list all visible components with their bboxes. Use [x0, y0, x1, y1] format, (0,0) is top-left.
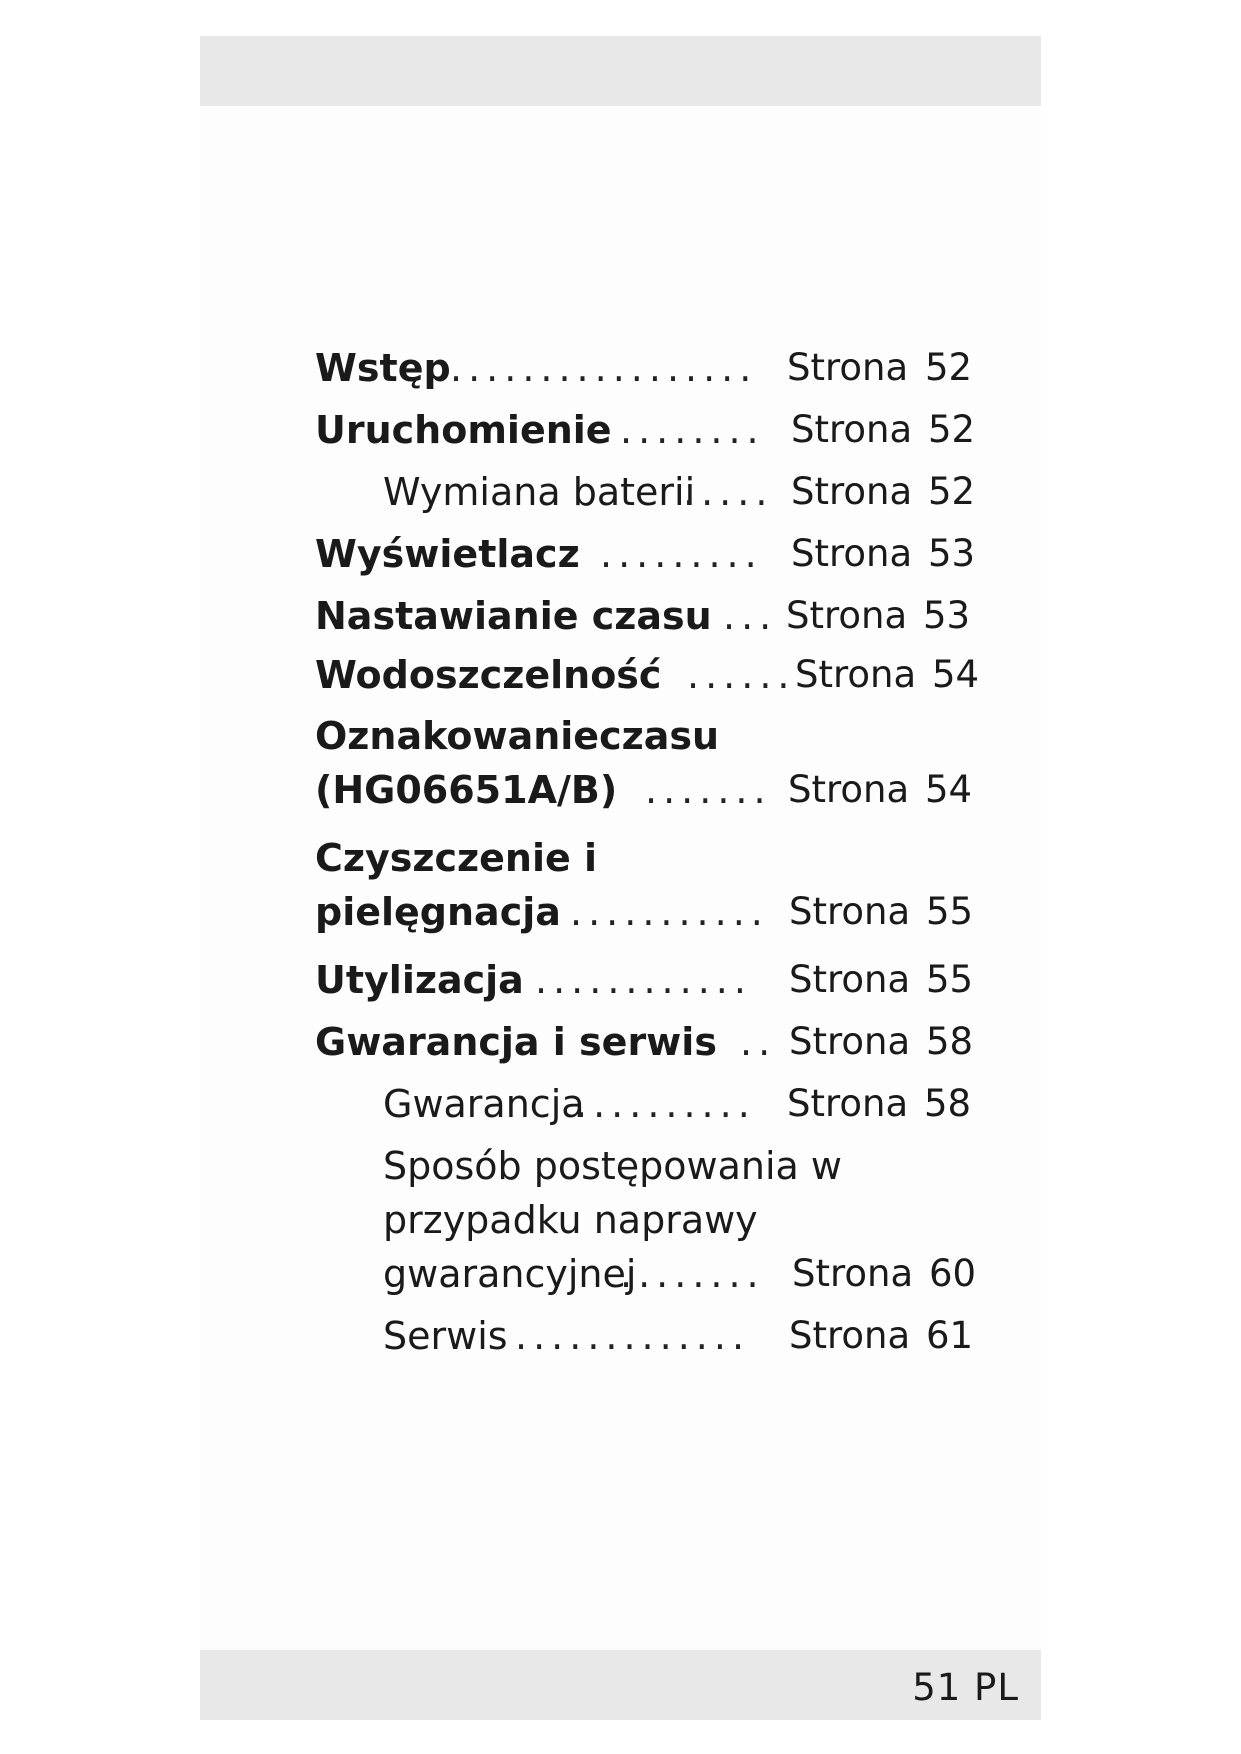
page-number: 51 PL: [912, 1666, 1019, 1709]
leader-dots: ..........: [575, 1082, 756, 1126]
page-word: Strona: [789, 958, 911, 1001]
toc-entry-label-line1: Oznakowanieczasu: [315, 714, 720, 758]
toc-entry-wstep[interactable]: [315, 336, 997, 400]
toc-entry-uruchomienie[interactable]: [315, 398, 997, 462]
toc-entry-label: Wymiana baterii: [383, 470, 696, 514]
toc-entry-czyszczenie[interactable]: [315, 826, 997, 944]
leader-dots: ........: [620, 408, 765, 452]
toc-page-number: 52: [928, 470, 976, 513]
footer-bar: [200, 1650, 1041, 1720]
toc-page-number: 53: [923, 594, 971, 637]
header-bar: [200, 36, 1041, 106]
document-page: [200, 36, 1041, 1720]
toc-page-number: 53: [928, 532, 976, 575]
page-word: Strona: [795, 653, 917, 696]
toc-entry-label-line3: gwarancyjnej: [383, 1252, 637, 1296]
page-word: Strona: [792, 1252, 914, 1295]
toc-entry-label-line2: pielęgnacja: [315, 890, 561, 934]
toc-entry-wodoszczelnosc[interactable]: [315, 643, 997, 707]
toc-entry-label-line2: przypadku naprawy: [383, 1198, 758, 1242]
leader-dots: ........: [620, 1252, 765, 1296]
leader-dots: ............: [535, 958, 752, 1002]
page-word: Strona: [787, 1082, 909, 1125]
page-word: Strona: [791, 532, 913, 575]
toc-page-number: 52: [925, 346, 973, 389]
toc-entry-label: Wyświetlacz: [315, 532, 580, 576]
leader-dots: .............: [515, 1314, 751, 1358]
page-word: Strona: [789, 1314, 911, 1357]
toc-page-number: 58: [926, 1020, 974, 1063]
page-word: Strona: [788, 768, 910, 811]
toc-entry-label: Serwis: [383, 1314, 508, 1358]
leader-dots: .........: [600, 532, 763, 576]
toc-entry-wyswietlacz[interactable]: [315, 522, 997, 586]
page-word: Strona: [791, 470, 913, 513]
toc-entry-gwarancja-i-serwis[interactable]: [315, 1010, 997, 1074]
leader-dots: ..: [740, 1020, 777, 1064]
toc-page-number: 54: [925, 768, 973, 811]
toc-page-number: 58: [924, 1082, 972, 1125]
page-word: Strona: [786, 594, 908, 637]
toc-entry-label: Gwarancja i serwis: [315, 1020, 717, 1064]
toc-page-number: 55: [926, 890, 974, 933]
toc-page-number: 52: [928, 408, 976, 451]
leader-dots: ......: [687, 653, 796, 697]
toc-entry-sposob-postepowania[interactable]: [315, 1134, 997, 1304]
toc-entry-label: Nastawianie czasu: [315, 594, 712, 638]
toc-page-number: 60: [929, 1252, 977, 1295]
leader-dots: .................: [450, 346, 758, 390]
leader-dots: ...: [723, 594, 778, 638]
page-word: Strona: [787, 346, 909, 389]
toc-entry-gwarancja[interactable]: [315, 1072, 997, 1136]
toc-entry-label-line1: Sposób postępowania w: [383, 1144, 843, 1188]
toc-entry-serwis[interactable]: [315, 1304, 997, 1368]
toc-entry-label: Wstęp: [315, 346, 451, 390]
toc-entry-label: Utylizacja: [315, 958, 524, 1002]
toc-entry-label-line2: (HG06651A/B): [315, 768, 618, 812]
page-word: Strona: [789, 890, 911, 933]
leader-dots: .....: [683, 470, 774, 514]
toc-entry-label: Uruchomienie: [315, 408, 612, 452]
toc-entry-label: Wodoszczelność: [315, 653, 662, 697]
page-word: Strona: [789, 1020, 911, 1063]
toc-entry-label: Gwarancja: [383, 1082, 585, 1126]
toc-entry-label-line1: Czyszczenie i: [315, 836, 598, 880]
toc-page-number: 55: [926, 958, 974, 1001]
toc-entry-utylizacja[interactable]: [315, 948, 997, 1012]
toc-entry-nastawianie-czasu[interactable]: [315, 584, 997, 648]
leader-dots: .......: [645, 768, 772, 812]
toc-entry-wymiana-baterii[interactable]: [315, 460, 997, 524]
toc-page-number: 61: [926, 1314, 974, 1357]
toc-entry-oznakowanie-czasu[interactable]: [315, 704, 997, 822]
toc-page-number: 54: [932, 653, 980, 696]
page-word: Strona: [791, 408, 913, 451]
leader-dots: ...........: [570, 890, 769, 934]
